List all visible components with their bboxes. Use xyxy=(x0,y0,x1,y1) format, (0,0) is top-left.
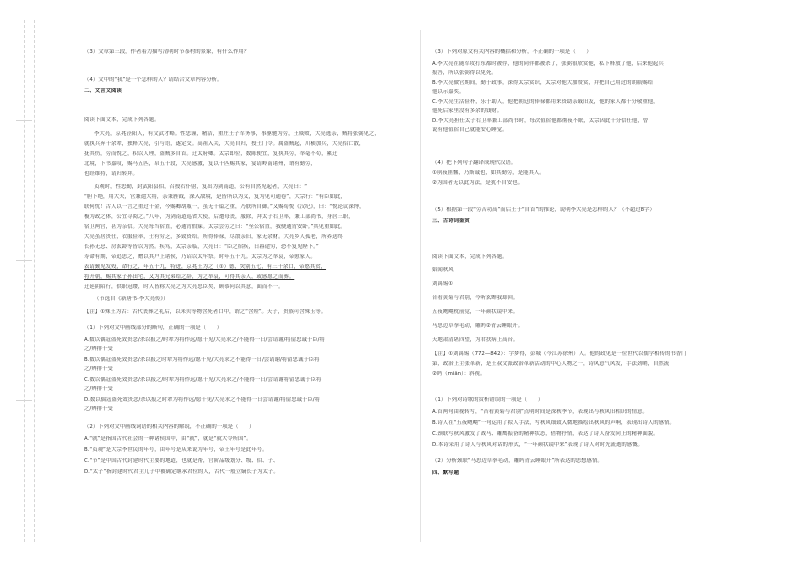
passage-line: 就执兵弃十余辈，独释大亮，引与语，遂定交。高祖入关，大亮自归，授土门令。属盗贼起，川横加兵，大亮招亡散， xyxy=(84,141,365,147)
passage-line-underlined: 将升朝，赐其家子孙田宅，又为其兄弟给之辞，为之举哀，可得其亲人，或感愿之而葬。 xyxy=(84,274,295,280)
option-line: B.“贞观”是大宗李世民的年号，由年号是从来说为年号，帝王年号是此年号。 xyxy=(84,447,268,453)
binding-margin-line-inner xyxy=(34,20,35,542)
question-text: （4）文中的“我”是一个怎样的人？请结合文章内容分析。 xyxy=(84,77,223,83)
option-line: 之/辨排干受 xyxy=(84,406,113,412)
poem-line: 昔看黄菊与君别，今听玄蝉我却回。 xyxy=(432,295,519,301)
passage-line: 李大亮，京兆泾阳人，有文武才略。性忠谨，精洁，重庄王子军务事，事驱驰为劳，王威败，大亮逃亲，贼将张弼见之， xyxy=(94,131,380,137)
footnote: 【注】①刘禹锡（772—842）：字梦得，彭城（今江苏徐州）人。他的政见是一位世代以儒学相传的书香门 xyxy=(432,351,687,357)
section-heading: 四、默写题 xyxy=(432,470,459,476)
column-divider xyxy=(420,30,421,542)
option-line: C.数以偶寇盗死效贵念/杀以报之/时辈为将作远/愿干见/大亮求之/不能得一日/尝请谢将留忠诚于臣将 xyxy=(84,377,322,383)
question-text: （1）下列对诗歌的赏析错误的一项是（ ） xyxy=(432,397,544,403)
option-line: 之/辨排干受 xyxy=(84,346,113,352)
question-text: （3）文章第三段，作者着力描写清明时节茶村的景象，有什么作用？ xyxy=(84,49,250,55)
footnote: ②眄（miǎn）：斜视。 xyxy=(432,371,486,377)
option-line: A.李大亮在随军攻打东都时被俘，他的同伴都被杀了，张弼很欣赏他，私下释放了他，后来他起兵 xyxy=(432,61,664,67)
poem-line: 马思边草拳毛动，雕眄②青云睡眼开。 xyxy=(432,323,524,329)
translation-item: ②为国者无以此为法，是犹不自安也。 xyxy=(432,180,524,186)
option-line: C.“节”是中国古代封建时代主要的地道，也就是帮，官阶品级划分、级、伯、子、 xyxy=(84,458,279,464)
poem-line: 五夜飕飗枕前觉，一年颜状镜中来。 xyxy=(432,309,519,315)
passage-line: 大亮虽居贵仕，衣服俭率，士有穷乏，多致资给。所得俸禄，尽散亲旧，家无余财。大亮乡人孤老，所养送终 xyxy=(84,234,343,240)
option-line: D.本诗采用了诗人与秋风对话的形式，“一年颜状镜中来”表现了诗人对时光流逝的感慨。 xyxy=(432,442,643,448)
question-text: （4）把下列句子翻译成现代汉语。 xyxy=(432,160,517,166)
option-line: D.数以偶寇盗死效贵念/杀以报之时辈为将作远/愿干见/大亮求之不能得一日尝请谢/将留忠诚于臣/将 xyxy=(84,397,320,403)
passage-line: 抚其伤，劳而悦之，积以人理，盗贼多自首。迁太府卿。太宗即位，数陈便宜，复执其劳，举毫不苟，累迁 xyxy=(84,151,338,157)
passage-line: “胆下绝，用大夫，官兼遣大将，亲秉旌钺，深入敌境，是皆所以为义，复为见可通卷”，大宗行：“有臣如此， xyxy=(84,194,346,200)
passage-line: 联何忧！古人以一言之重过千金，今赐卿胡瓶一，虽无千镒之重，乃朕所自御。”又赐荀悦《汉纪》，曰：“悦论议深博， xyxy=(84,204,365,210)
passage-line: 极为政之体，公宜寻阅之。”八年，为剑南道巡省大使，后遭母丧，服除，拜太子右卫率，兼工部尚书，身居三职， xyxy=(84,214,354,220)
footnote: 【注】①殊王为古：古代丧葬之礼后，以米贝等物含死者口中，谓之“含殓”。天子，贵族可含殊玉等。 xyxy=(84,309,327,315)
translation-item: ①夙夜匪懈，乃斯诚也，如其勤劳，是能其人。 xyxy=(432,170,545,176)
question-text: （2）分析颈联“马思边草拳毛动，雕眄青云睡眼开”所表达的思想感情。 xyxy=(432,458,603,464)
passage-line: 北境，下书嘉叹，赐马五匹，帛五十段，大亮感激，复以十匹赐其家，宴请岭南诸州，谓有勤劳， xyxy=(84,161,316,167)
option-line: D.李大亮担任太子右卫率兼工部尚书时，每次值宿他都彻夜不眠，太宗因此十分信任他，曾 xyxy=(432,118,649,124)
option-line: B.诗人在“五夜飕飗”一句运用了拟人手法，写秋风细致入微地描绘出秋风的声响，表现出诗人的感情。 xyxy=(432,420,675,426)
passage-line: 迁延阴陌行，供职冠缨，时人皆称大亮之为大亮忠臣矣，顾恭问以其意，面而不一。 xyxy=(84,284,284,290)
option-line: C.颈联写秋风激发了战马、雕鹰振奋的精神状态，借物抒情，表达了诗人奋发向上的精神面貌。 xyxy=(432,431,659,437)
passage-line-underlined: 表请觐见发殁，命行之，年五十九，特进，京兆王为之（①）德，哭别五七，有三十余口，帝愍其贫， xyxy=(84,264,327,270)
footnote: 第，政治上主张革新，是王叔文派政治革新活动的中心人物之一，诗风意气风发，手法劲峭，自然流 xyxy=(432,361,670,367)
instruction-text: 阅读下面文本，完成下列各题。 xyxy=(84,117,160,123)
option-line: C.李大亮生活俭朴，乐于助人，他把朝廷的俸禄都用来资助亲戚旧友，他的家人都十分敬重他， xyxy=(432,99,659,105)
instruction-text: 阅读下面文本，完成下列各题。 xyxy=(432,254,508,260)
margin-tick xyxy=(16,260,32,261)
option-line: 他死后家里没有多余的钱财。 xyxy=(432,108,503,114)
option-line: B.数以偶寇盗死效贵念/杀以报之时辈为将作远/愿干见/大亮求之不能得一日/尝请谢/将留忠诚于臣将 xyxy=(84,357,320,363)
passage-line: 寿命有期，帝追思之，赠以其户上诸侯，乃诏以太牢祭。时年五十九。太宗为之举哀，帝慰家人。 xyxy=(84,254,316,260)
section-heading: 二、文言文阅读 xyxy=(84,88,122,94)
margin-tick xyxy=(16,400,32,401)
passage-line: 长孙无忌、房玄龄等皆以为然。疾笃，太宗亲临，大亮曰：“臣之宿疾，日暮途穷，恐不复见陛下。” xyxy=(84,244,319,250)
option-line: D.“太子”指封建时代君主儿子中被确定继承君位的人，古代一般立嫡长子为太子。 xyxy=(84,469,279,475)
option-line: 之/辨排干受 xyxy=(84,386,113,392)
question-text: （3）下列对原文有关内容的概括和分析，不正确的一项是（ ） xyxy=(432,49,592,55)
question-text: （5）根据第一段“劳苦功高”而后王于“自首”的推论，说明李大亮是怎样的人？（不超过8字） xyxy=(432,207,655,213)
option-line: 之/辨排干受 xyxy=(84,366,113,372)
passage-line: 宿卫两宫，甚为亲信。大亮每当宿直，必通宵假寐。太宗尝劳之曰：“至公宿直，我便通宵安卧。”其见重如此。 xyxy=(84,224,346,230)
poem-title: 始闻秋风 xyxy=(432,267,454,273)
passage-line: 贞观时，性忠勤，封武阳县伯，召授右仆射，复出为剑南道，公有自然见起者，大亮曰：“ xyxy=(94,184,308,190)
margin-tick xyxy=(16,120,32,121)
option-line: 报答，所以张弼得以免死。 xyxy=(432,70,497,76)
option-line: A.数以偶寇盗死效贵念/杀以报之/时辈为将作远/愿干见/大亮求之/不能得一日/尝请谢/将留忠诚于臣/将 xyxy=(84,337,325,343)
poem-line: 天地肃清堪四望，为君扶病上高台。 xyxy=(432,337,519,343)
option-line: B.李大亮做官期间，勤于政事，深得太宗赏识，太宗对他大加赞赏，并把自己用过的胡瓶赐给 xyxy=(432,80,654,86)
binding-margin-line xyxy=(24,20,25,542)
option-line: 他以示嘉奖。 xyxy=(432,89,465,95)
section-heading: 三、古诗词鉴赏 xyxy=(432,218,470,224)
passage-line: 也经维持，请归转拜。 xyxy=(84,171,138,177)
option-line: A.首两句由视转写，“昔看黄菊与君别”点明时间是深秋季节，表现出与秋风旧相识的情意。 xyxy=(432,409,648,415)
option-line: A.“就”是指国古代社会的一种诸侯国中，由“就”，就是“就大令所国”。 xyxy=(84,436,252,442)
poem-author: 刘禹锡① xyxy=(432,281,454,287)
question-text: （2）下列对文中画线词语的相关内容的解说，不正确的一项是（ ） xyxy=(84,424,255,430)
option-line: 说有他值宿自己就能安心睡觉。 xyxy=(432,127,508,133)
passage-source: （节选自《新唐书·李大亮传》） xyxy=(94,296,169,302)
question-text: （1）下列对文中画线部分的断句，正确的一项是（ ） xyxy=(84,325,223,331)
